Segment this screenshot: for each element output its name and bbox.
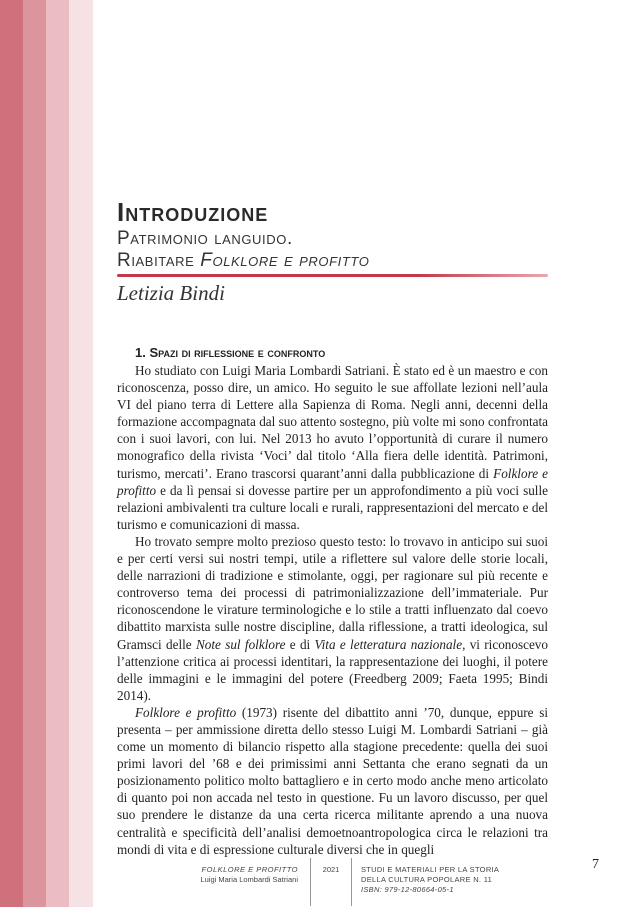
chapter-author: Letizia Bindi — [117, 281, 225, 305]
paragraph-text: , vi riconoscevo l’attenzione critica ai processi identitari, la rappresentazione dei luoghi, il potere delle immagini e le immagini del potere (Freedberg 2009; Faeta 1995; Bindi 2014). — [117, 636, 548, 703]
footer-book-title: FOLKLORE E PROFITTO — [201, 865, 298, 874]
subtitle-book-title: Folklore e profitto — [200, 250, 370, 271]
chapter-title: Introduzione — [117, 197, 269, 227]
book-title-italic: Vita e letteratura nazionale — [314, 636, 463, 652]
footer-year: 2021 — [322, 865, 340, 874]
subtitle-line-2-prefix: Riabitare — [117, 250, 201, 271]
footer-divider-left — [310, 858, 311, 906]
title-divider — [117, 274, 548, 277]
paragraph-text: e di — [285, 636, 315, 652]
paragraph-3 — [117, 704, 548, 858]
decorative-stripe-1 — [0, 0, 23, 907]
footer-series-line-2: DELLA CULTURA POPOLARE N. 11 — [361, 875, 493, 884]
decorative-stripe-4 — [69, 0, 93, 907]
footer-series-info — [361, 865, 551, 895]
paragraph-2 — [117, 533, 548, 704]
book-title-italic: Folklore e profitto — [135, 704, 237, 720]
book-title-italic: Note sul folklore — [195, 636, 286, 652]
paragraph-1 — [117, 362, 548, 533]
decorative-stripe-3 — [46, 0, 69, 907]
paragraph-text: e da lì pensai si dovesse partire per un approfondimento a più voci sulle relazioni ambivalenti tra culture locali e rurali, rappresentazioni del mercato e del turismo e comunicazioni di massa. — [117, 482, 548, 532]
footer-book-author: Luigi Maria Lombardi Satriani — [200, 875, 298, 884]
section-heading: 1. Spazi di riflessione e confronto — [135, 345, 326, 360]
page-number: 7 — [592, 857, 599, 872]
subtitle-line-1: Patrimonio languido. — [117, 228, 293, 249]
subtitle-line-2 — [117, 250, 369, 272]
paragraph-text: Ho studiato con Luigi Maria Lombardi Satriani. È stato ed è un maestro e con riconoscenza, posso dire, un amico. Ho seguito le sue affollate lezioni nell’aula VI del piano terra di Lettere alla Sapienza di Roma. Negli anni, decenni della formazione accompagnata dal suo attento sostegno, più volte mi sono confrontata con i suoi lavori, con lui. Nel 2013 ho avuto l’opportunità di curare il numero monografico della rivista ‘Voci’ dal titolo ‘Alla fiera delle identità. Patrimoni, turismo, mercati’. Erano trascorsi quarant’anni dalla pubblicazione di — [117, 363, 548, 481]
footer-book-info — [150, 865, 298, 885]
footer-series-line-1: STUDI E MATERIALI PER LA STORIA — [361, 865, 500, 874]
body-text — [117, 362, 548, 858]
decorative-stripe-2 — [23, 0, 46, 907]
footer-divider-right — [351, 858, 352, 906]
paragraph-text: (1973) risente del dibattito anni ’70, dunque, eppure si presenta – per ammissione diretta dello stesso Luigi M. Lombardi Satriani – già come un momento di bilancio rispetto alla stagione precedente: quella dei suoi primi lavori del ’68 e dei primissimi anni Settanta che erano segnati da un posizionamento politico molto battagliero e in certo modo anche meno articolato di quanto poi non accada nel testo in questione. Fu un lavoro discusso, per quel suo prendere le distanze da una certa ricerca militante aprendo a una nuova centralità e specificità dell’analisi demoetnoantropologica circa le relazioni tra mondi di vita e di espressione culturale diversi che in quegli — [117, 704, 548, 857]
footer-isbn: ISBN: 979-12-80664-05-1 — [361, 885, 454, 894]
book-title-italic: Folklore e profitto — [117, 465, 548, 498]
paragraph-text: Ho trovato sempre molto prezioso questo testo: lo trovavo in anticipo sui suoi e per certi versi sui nostri tempi, utile a riflettere sul valore delle storie locali, delle narrazioni di tradizione e stimolante, oggi, per ragionare sul più recente e controverso tema dei processi di patrimonializzazione dell’immateriale. Pur riconoscendone le virature terminologiche e lo stile a tratti influenzato dal coevo dibattito marxista sulle nostre discipline, dalla riflessione, a tratti ideologica, sul Gramsci delle — [117, 533, 548, 652]
chapter-subtitle — [117, 228, 369, 272]
